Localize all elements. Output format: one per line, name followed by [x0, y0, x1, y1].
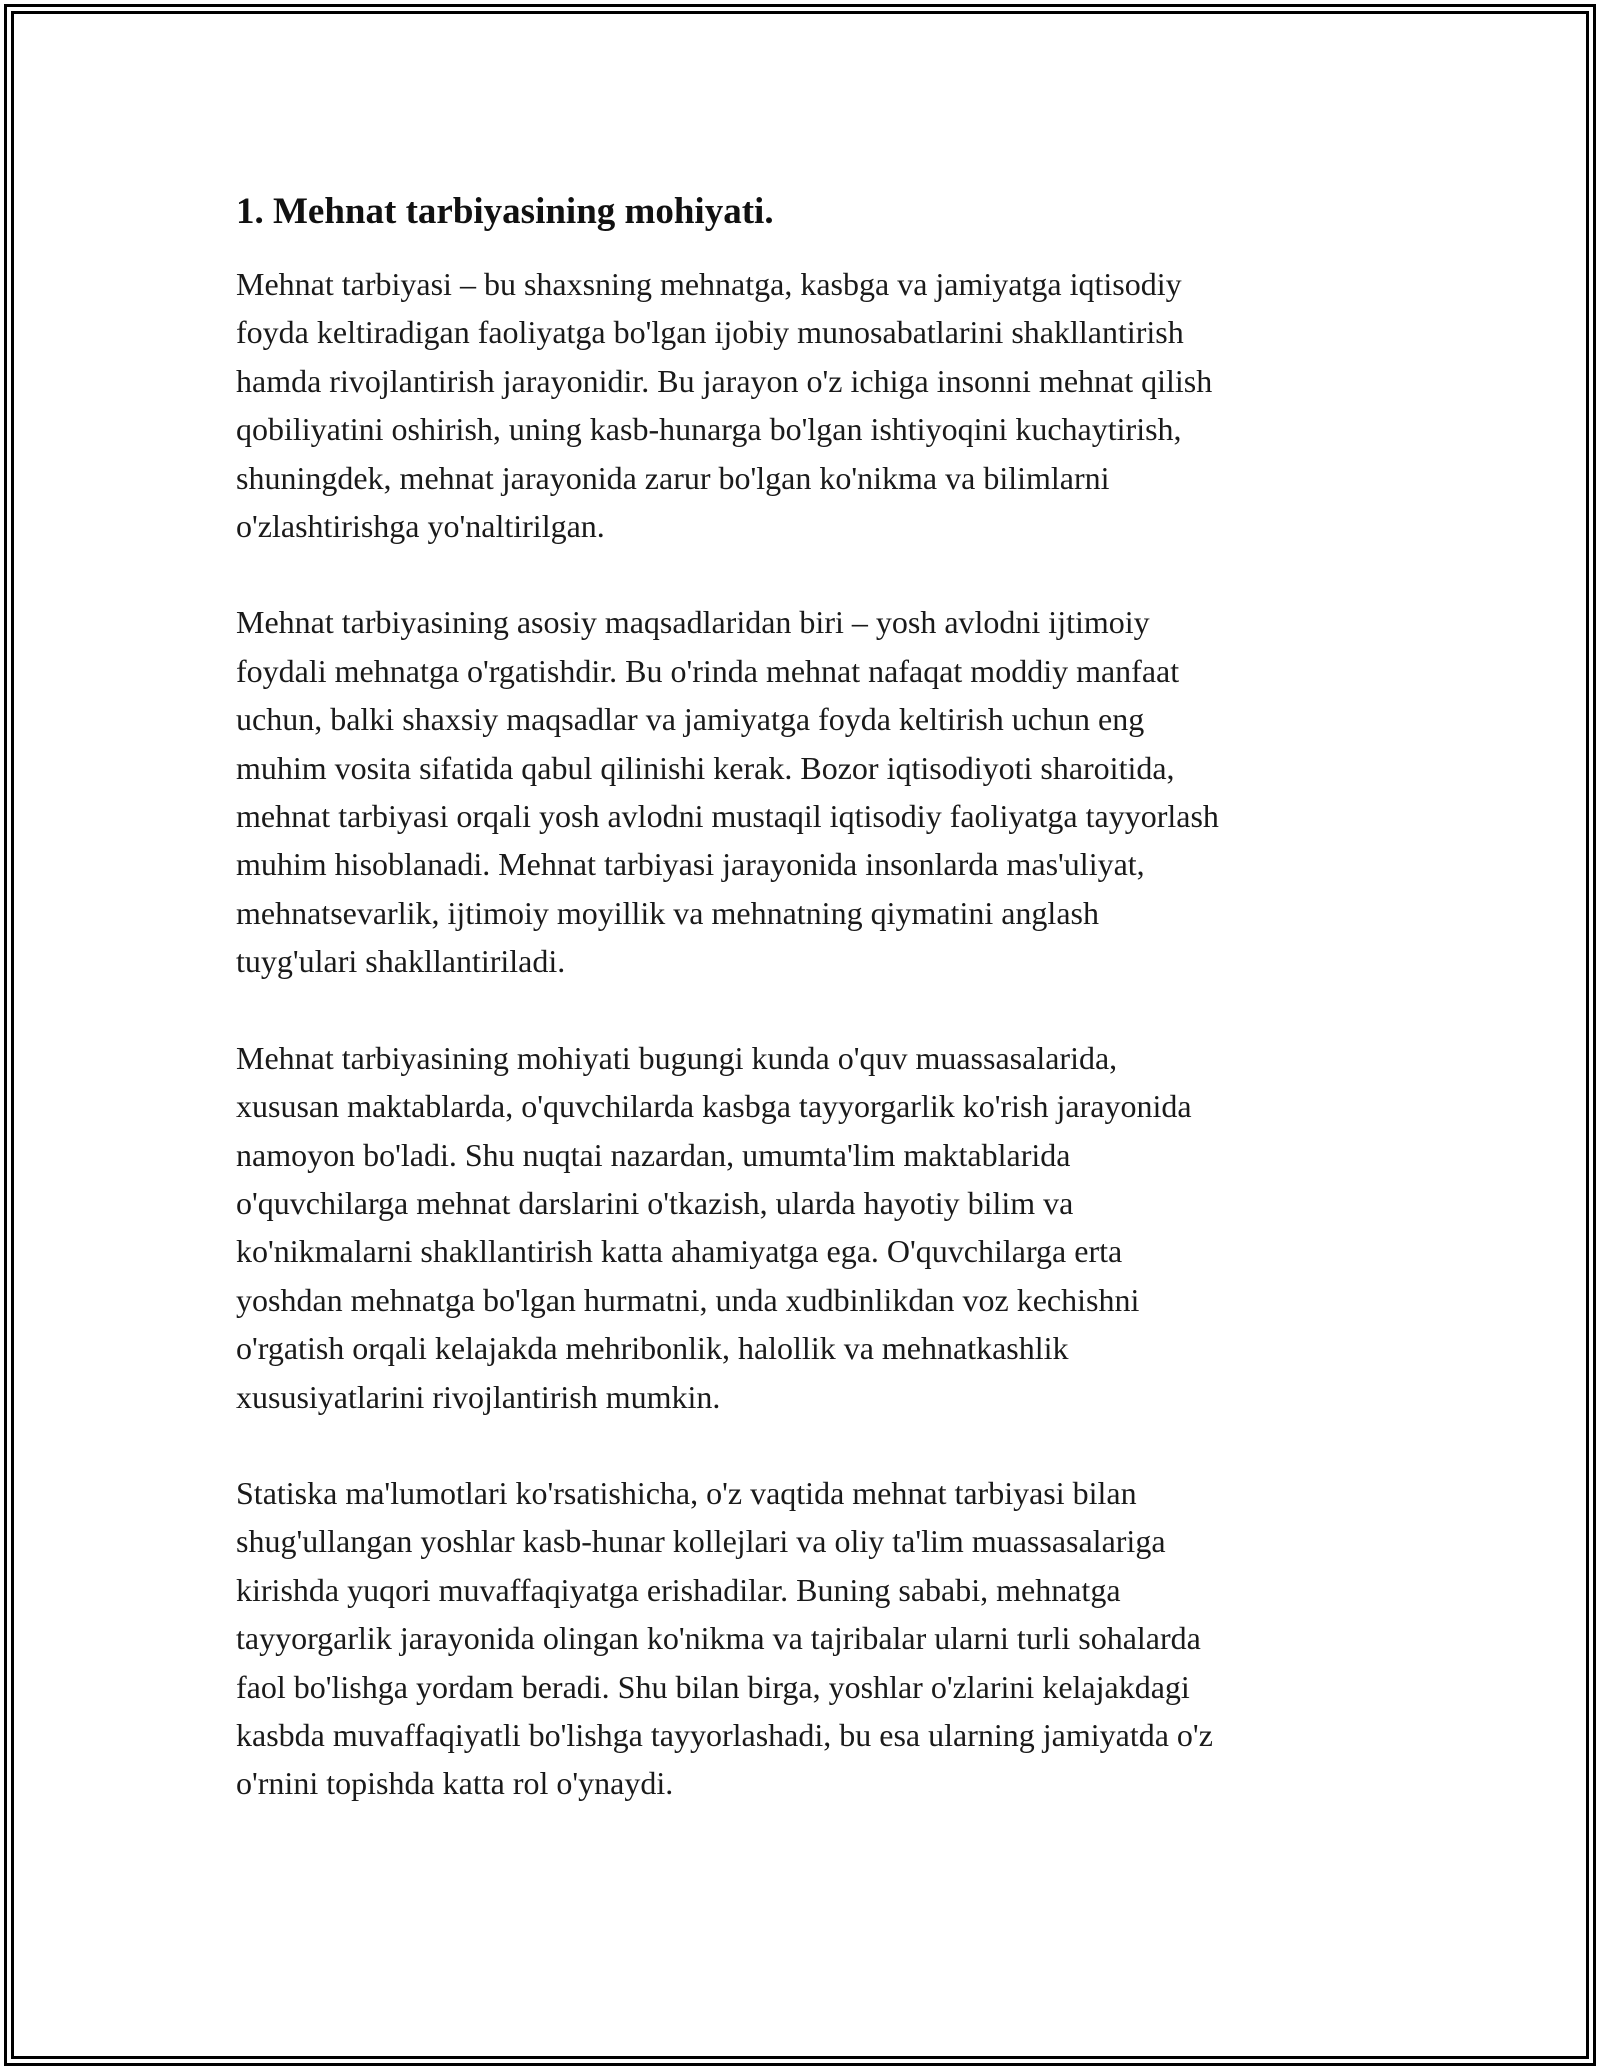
paragraph-goals: Mehnat tarbiyasining asosiy maqsadlaridan biri – yosh avlodni ijtimoiy foydali mehnatga o'rgatishdir. Bu o'rinda mehnat nafaqat moddiy manfaat uchun, balki shaxsiy maqsadlar va jamiyatga foyda keltirish uchun eng muhim vosita sifatida qabul qilinishi kerak. Bozor iqtisodiyoti sharoitida, mehnat tarbiyasi orqali yosh avlodni mustaqil iqtisodiy faoliyatga tayyorlash muhim hisoblanadi. Mehnat tarbiyasi jarayonida insonlarda mas'uliyat, mehnatsevarlik, ijtimoiy moyillik va mehnatning qiymatini anglash tuyg'ulari shakllantiriladi. — [236, 604, 1219, 980]
paragraph-schools: Mehnat tarbiyasining mohiyati bugungi kunda o'quv muassasalarida, xususan maktablarda, o'quvchilarda kasbga tayyorgarlik ko'rish jarayonida namoyon bo'ladi. Shu nuqtai nazardan, umumta'lim maktablarida o'quvchilarga mehnat darslarini o'tkazish, ularda hayotiy bilim va ko'nikmalarni shakllantirish katta ahamiyatga ega. O'quvchilarga erta yoshdan mehnatga bo'lgan hurmatni, unda xudbinlikdan voz kechishni o'rgatish orqali kelajakda mehribonlik, halollik va mehnatkashlik xususiyatlarini rivojlantirish mumkin. — [236, 1039, 1192, 1415]
section-heading: 1. Mehnat tarbiyasining mohiyati. — [236, 191, 774, 232]
paragraph-definition: Mehnat tarbiyasi – bu shaxsning mehnatga, kasbga va jamiyatga iqtisodiy foyda keltiradigan faoliyatga bo'lgan ijobiy munosabatlarini shakllantirish hamda rivojlantirish jarayonidir. Bu jarayon o'z ichiga insonni mehnat qilish qobiliyatini oshirish, uning kasb-hunarga bo'lgan ishtiyoqini kuchaytirish, shuningdek, mehnat jarayonida zarur bo'lgan ko'nikma va bilimlarni o'zlashtirishga yo'naltirilgan. — [236, 266, 1213, 545]
paragraph-statistics: Statiska ma'lumotlari ko'rsatishicha, o'z vaqtida mehnat tarbiyasi bilan shug'ullangan yoshlar kasb-hunar kollejlari va oliy ta'lim muassasalariga kirishda yuqori muvaffaqiyatga erishadilar. Buning sababi, mehnatga tayyorgarlik jarayonida olingan ko'nikma va tajribalar ularni turli sohalarda faol bo'lishga yordam beradi. Shu bilan birga, yoshlar o'zlarini kelajakdagi kasbda muvaffaqiyatli bo'lishga tayyorlashadi, bu esa ularning jamiyatda o'z o'rnini topishda katta rol o'ynaydi. — [236, 1474, 1213, 1802]
document-body — [236, 186, 1376, 1856]
